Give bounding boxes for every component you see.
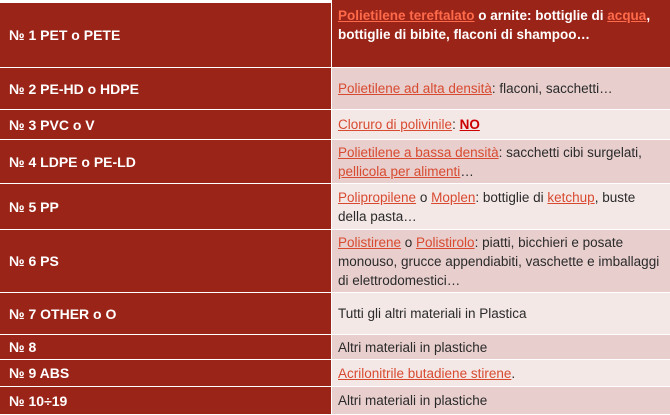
table-row bbox=[0, 230, 670, 293]
description-cell: Altri materiali in plastiche bbox=[332, 387, 670, 415]
link-polietilene-alta-densita[interactable]: Polietilene ad alta densità bbox=[338, 81, 492, 96]
description-cell: Polietilene tereftalato o arnite: bottiglie di acqua, bottiglie di bibite, flaconi di shampoo… bbox=[332, 0, 670, 68]
description-cell: Altri materiali in plastiche bbox=[332, 335, 670, 360]
table-row bbox=[0, 293, 670, 335]
description-cell: Cloruro di polivinile: NO bbox=[332, 110, 670, 140]
description-cell: Polipropilene o Moplen: bottiglie di ketchup, buste della pasta… bbox=[332, 184, 670, 230]
code-cell: № 2 PE-HD o HDPE bbox=[0, 68, 332, 110]
code-cell: № 5 PP bbox=[0, 184, 332, 230]
link-polietilene-bassa-densita[interactable]: Polietilene a bassa densità bbox=[338, 144, 499, 160]
code-cell: № 10÷19 bbox=[0, 387, 332, 415]
link-polistirene[interactable]: Polistirene bbox=[338, 234, 402, 250]
description-cell: Acrilonitrile butadiene stirene. bbox=[332, 360, 670, 387]
link-pellicola-per-alimenti[interactable]: pellicola per alimenti bbox=[338, 163, 461, 179]
code-cell: № 1 PET o PETE bbox=[0, 0, 332, 68]
link-polistirolo[interactable]: Polistirolo bbox=[416, 234, 475, 250]
link-cloruro-di-polivinile[interactable]: Cloruro di polivinile bbox=[338, 117, 453, 132]
link-ketchup[interactable]: ketchup bbox=[547, 189, 595, 205]
code-cell: № 7 OTHER o O bbox=[0, 293, 332, 335]
description-cell: Polietilene ad alta densità: flaconi, sacchetti… bbox=[332, 68, 670, 110]
table-row bbox=[0, 110, 670, 140]
link-moplen[interactable]: Moplen bbox=[431, 189, 476, 205]
table-row bbox=[0, 68, 670, 110]
description-cell: Polietilene a bassa densità: sacchetti cibi surgelati, pellicola per alimenti… bbox=[332, 140, 670, 184]
link-polipropilene[interactable]: Polipropilene bbox=[338, 189, 417, 205]
table-row bbox=[0, 360, 670, 387]
link-acqua[interactable]: acqua bbox=[607, 8, 647, 23]
description-cell: Polistirene o Polistirolo: piatti, bicchieri e posate monouso, grucce appendiabiti, vaschette e imballaggi di elettrodomestici… bbox=[332, 230, 670, 293]
no-label: NO bbox=[459, 117, 480, 132]
table-row bbox=[0, 0, 670, 68]
code-cell: № 9 ABS bbox=[0, 360, 332, 387]
code-cell: № 8 bbox=[0, 335, 332, 360]
table-row bbox=[0, 335, 670, 360]
code-cell: № 3 PVC o V bbox=[0, 110, 332, 140]
code-cell: № 6 PS bbox=[0, 230, 332, 293]
link-polietilene-tereftalato[interactable]: Polietilene tereftalato bbox=[338, 8, 475, 23]
link-acrilonitrile-butadiene-stirene[interactable]: Acrilonitrile butadiene stirene bbox=[338, 365, 512, 381]
table-row bbox=[0, 184, 670, 230]
description-cell: Tutti gli altri materiali in Plastica bbox=[332, 293, 670, 335]
table-row bbox=[0, 387, 670, 415]
table-row bbox=[0, 140, 670, 184]
code-cell: № 4 LDPE o PE-LD bbox=[0, 140, 332, 184]
